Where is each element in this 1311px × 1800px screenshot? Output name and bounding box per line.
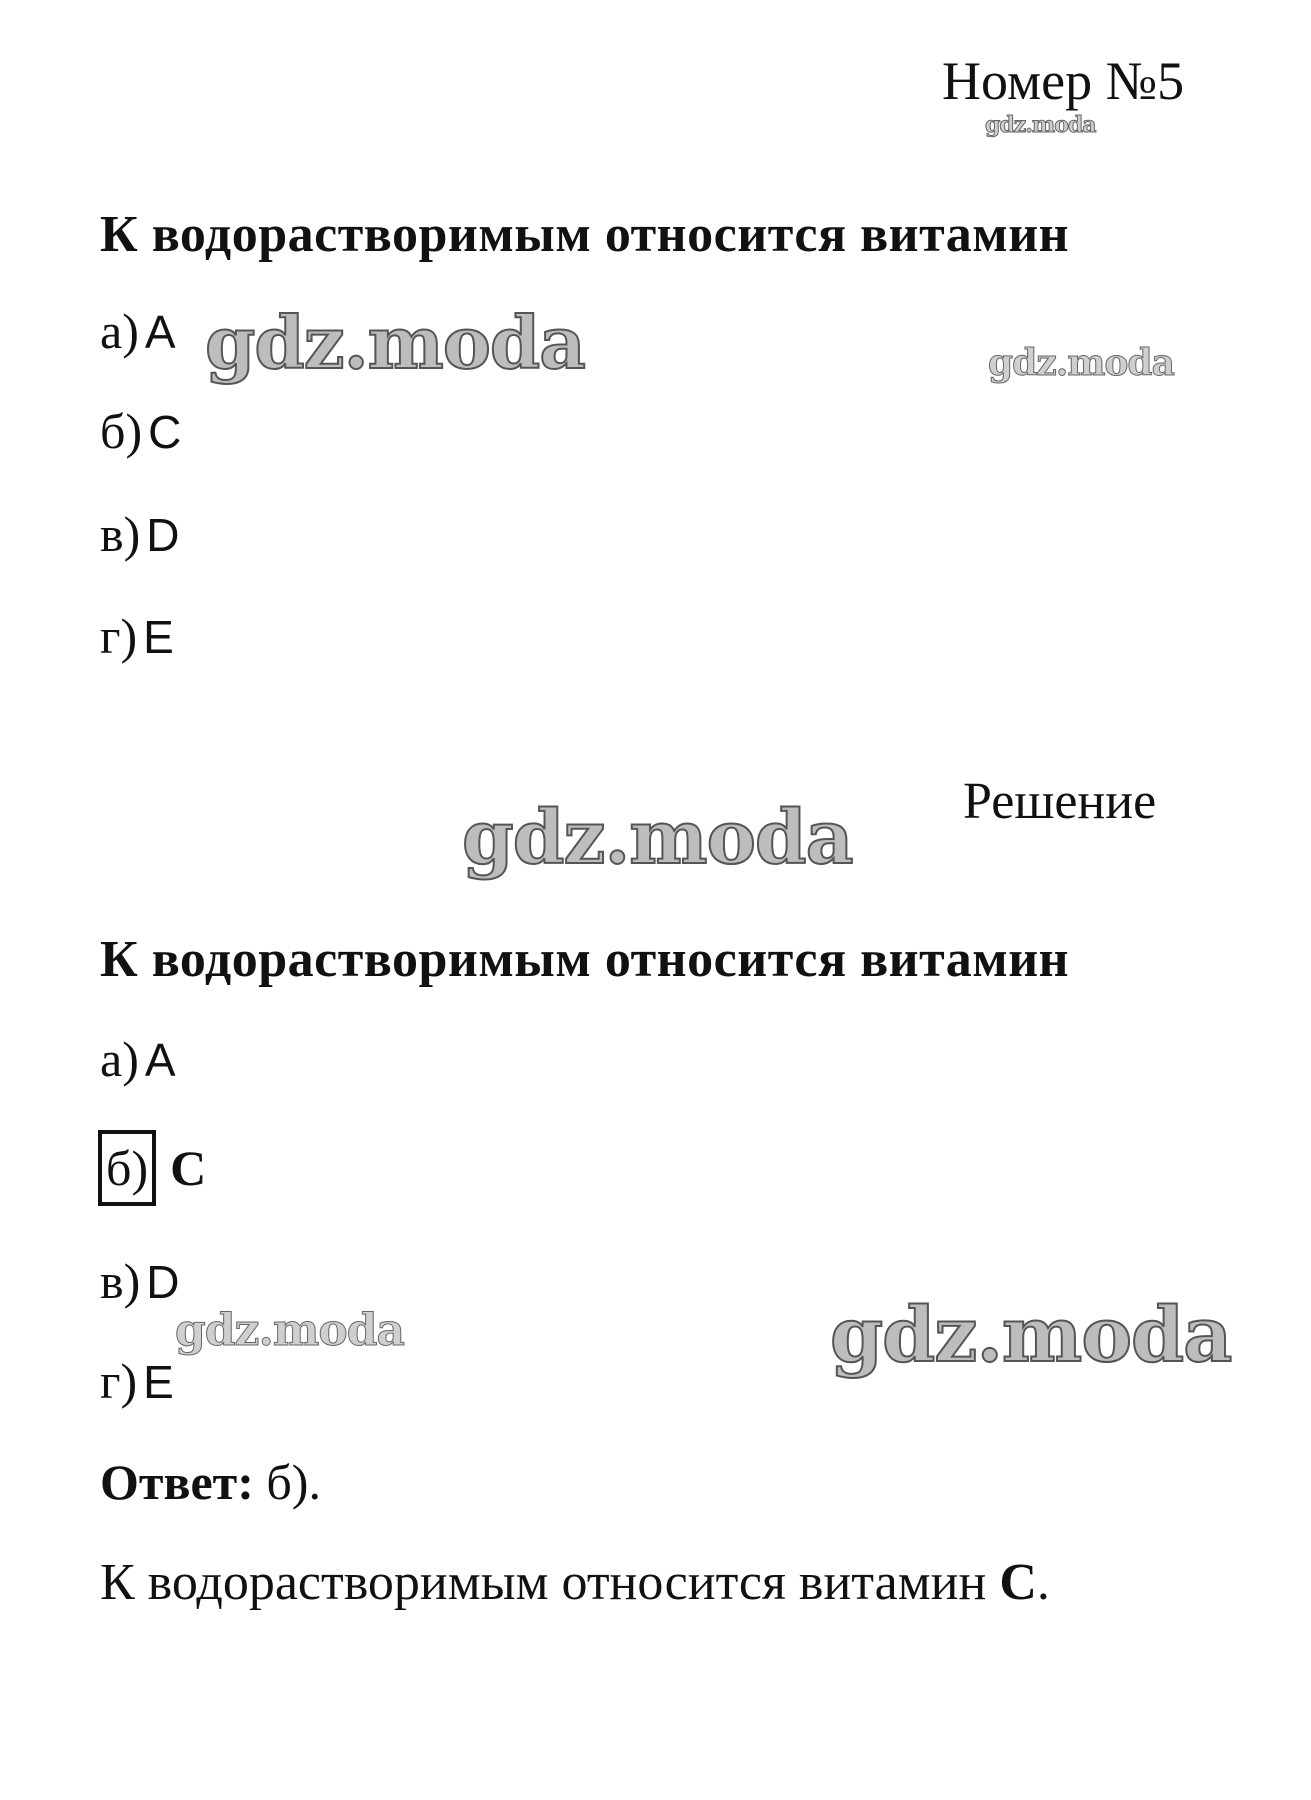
- option-value: D: [146, 509, 180, 561]
- solution-option-a: [100, 1030, 176, 1088]
- option-letter: в): [100, 1253, 141, 1309]
- watermark: gdz.moda: [175, 1305, 405, 1356]
- answer-label: Ответ:: [100, 1454, 254, 1510]
- option-b: [100, 402, 181, 460]
- answer-line: [100, 1453, 321, 1511]
- watermark: gdz.moda: [462, 795, 853, 881]
- conclusion-line: [100, 1553, 1050, 1612]
- solution-option-c: [100, 1252, 180, 1310]
- option-value: A: [144, 306, 176, 358]
- option-value: E: [143, 611, 174, 663]
- option-letter: а): [100, 1031, 139, 1087]
- answer-value: б).: [266, 1454, 321, 1510]
- solution-option-d: [100, 1352, 174, 1410]
- option-a: [100, 302, 176, 360]
- option-value: C: [170, 1140, 207, 1196]
- conclusion-vitamin: C: [999, 1554, 1037, 1611]
- option-value: D: [146, 1256, 180, 1308]
- option-d: [100, 607, 174, 665]
- option-letter: а): [100, 303, 139, 359]
- watermark: gdz.moda: [985, 112, 1096, 138]
- watermark: gdz.moda: [205, 300, 585, 385]
- option-letter: в): [100, 506, 141, 562]
- solution-question-text: К водорастворимым относится витамин: [100, 931, 1070, 988]
- solution-label: Решение: [963, 773, 1157, 830]
- question-text: К водорастворимым относится витамин: [100, 206, 1070, 263]
- option-value: E: [143, 1356, 174, 1408]
- conclusion-text: К водорастворимым относится витамин: [100, 1554, 987, 1611]
- option-value: C: [148, 406, 182, 458]
- watermark: gdz.moda: [988, 342, 1174, 384]
- option-letter: г): [100, 608, 138, 664]
- solution-option-b-selected: [98, 1130, 206, 1206]
- option-letter: б): [100, 403, 143, 459]
- selected-option-box: б): [98, 1130, 156, 1206]
- conclusion-end: .: [1036, 1554, 1050, 1611]
- option-value: A: [144, 1034, 176, 1086]
- option-c: [100, 505, 180, 563]
- watermark: gdz.moda: [830, 1290, 1232, 1379]
- option-letter: г): [100, 1353, 138, 1409]
- page-number-title: Номер №5: [942, 51, 1185, 111]
